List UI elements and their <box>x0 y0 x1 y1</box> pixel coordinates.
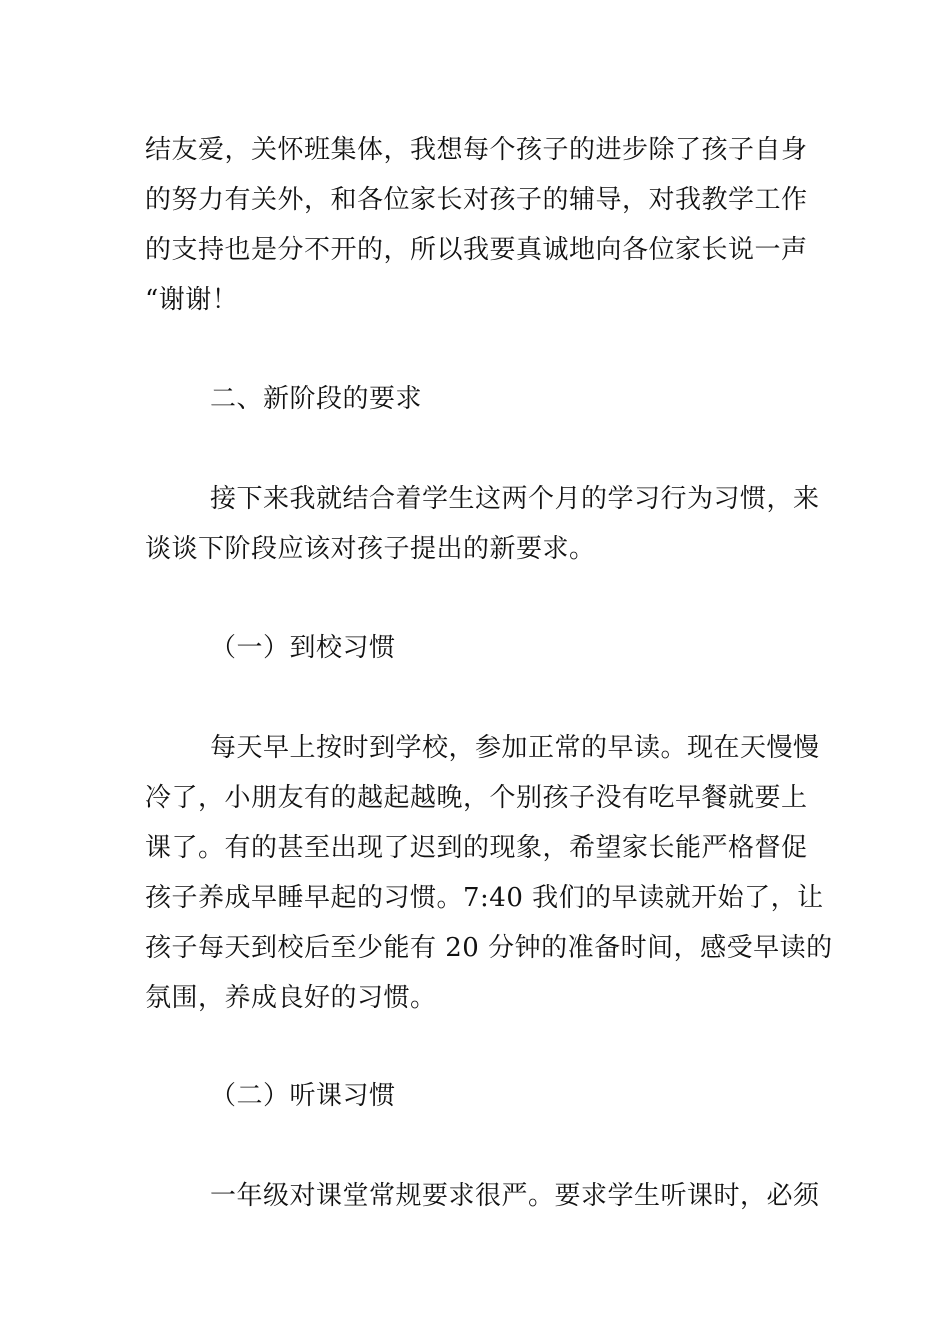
subsection-heading: （二）听课习惯 <box>210 1081 396 1111</box>
paragraph-line: 的支持也是分不开的，所以我要真诚地向各位家长说一声 <box>145 235 808 265</box>
paragraph-line: 谈谈下阶段应该对孩子提出的新要求。 <box>145 534 596 564</box>
paragraph-line: 课了。有的甚至出现了迟到的现象，希望家长能严格督促 <box>145 833 808 863</box>
subsection-heading: （一）到校习惯 <box>210 633 396 663</box>
paragraph-line: “谢谢！ <box>145 285 239 315</box>
paragraph-line: 的努力有关外，和各位家长对孩子的辅导，对我教学工作 <box>145 185 808 215</box>
paragraph-line: 孩子每天到校后至少能有 20 分钟的准备时间，感受早读的 <box>145 933 833 963</box>
paragraph-line: 一年级对课堂常规要求很严。要求学生听课时，必须 <box>210 1181 820 1211</box>
paragraph-line: 接下来我就结合着学生这两个月的学习行为习惯，来 <box>210 484 820 514</box>
paragraph-line: 孩子养成早睡早起的习惯。7:40 我们的早读就开始了，让 <box>145 883 824 913</box>
section-heading: 二、新阶段的要求 <box>210 384 423 414</box>
paragraph-line: 氛围，养成良好的习惯。 <box>145 983 437 1013</box>
paragraph-line: 冷了，小朋友有的越起越晚，个别孩子没有吃早餐就要上 <box>145 783 808 813</box>
paragraph-line: 每天早上按时到学校，参加正常的早读。现在天慢慢 <box>210 733 820 763</box>
paragraph-line: 结友爱，关怀班集体，我想每个孩子的进步除了孩子自身 <box>145 135 808 165</box>
